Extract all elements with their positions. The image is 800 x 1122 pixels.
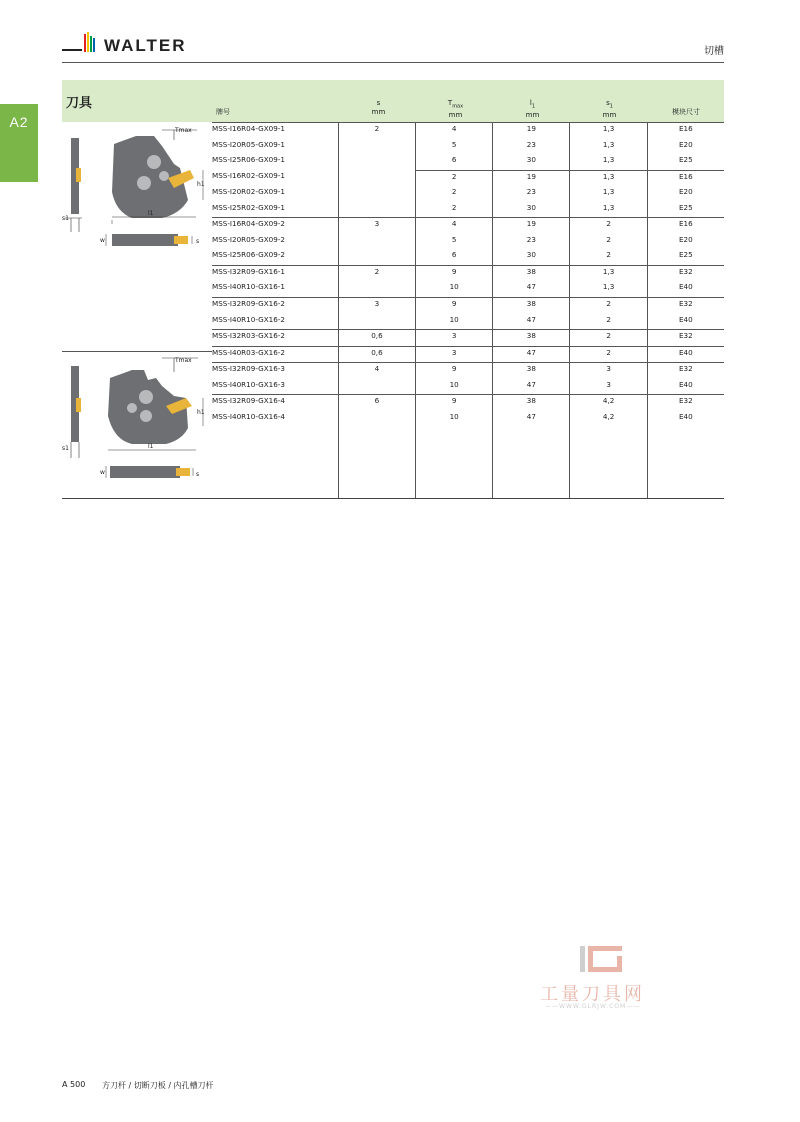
cell-code: MSS-I32R09-GX16-2 bbox=[212, 298, 338, 314]
cell-size: E32 bbox=[647, 330, 724, 347]
side-view-2 bbox=[71, 366, 81, 458]
cell-s1: 2 bbox=[570, 218, 647, 234]
top-view-2 bbox=[106, 466, 193, 478]
cell-code: MSS-I32R09-GX16-3 bbox=[212, 363, 338, 379]
cell-tmax: 2 bbox=[416, 202, 493, 218]
cell-s: 0,6 bbox=[338, 346, 415, 363]
col-header-l1-unit: mm bbox=[525, 111, 540, 120]
cell-tmax: 3 bbox=[416, 330, 493, 347]
cell-size: E40 bbox=[647, 346, 724, 363]
cell-tmax: 4 bbox=[416, 218, 493, 234]
cell-size: E16 bbox=[647, 123, 724, 139]
table-row bbox=[212, 395, 724, 411]
cell-code: MSS-I16R04-GX09-2 bbox=[212, 218, 338, 234]
cell-size: E32 bbox=[647, 395, 724, 411]
cell-tmax: 2 bbox=[416, 186, 493, 202]
cell-l1: 38 bbox=[493, 395, 570, 411]
cell-code: MSS-I16R02-GX09-1 bbox=[212, 171, 285, 181]
cell-l1: 19 bbox=[493, 123, 570, 139]
cell-size: E20 bbox=[647, 139, 724, 155]
cell-l1: 47 bbox=[493, 314, 570, 330]
cell-l1: 47 bbox=[493, 346, 570, 363]
cell-code: MSS-I16R04-GX09-1 bbox=[212, 123, 338, 139]
cell-s1: 2 bbox=[570, 234, 647, 250]
col-header-tmax-sub: max bbox=[452, 103, 464, 110]
cell-code: MSS-I25R02-GX09-1 bbox=[212, 202, 285, 212]
cell-size: E40 bbox=[647, 314, 724, 330]
cell-l1: 47 bbox=[493, 379, 570, 395]
cell-s1: 1,3 bbox=[570, 154, 647, 170]
cell-l1: 38 bbox=[493, 265, 570, 281]
cell-l1: 30 bbox=[493, 154, 570, 170]
footer-title: 方刀杆 / 切断刀板 / 内孔槽刀杆 bbox=[102, 1081, 214, 1090]
cell-s bbox=[338, 154, 415, 170]
cell-l1: 19 bbox=[493, 170, 570, 186]
cell-s: 3 bbox=[338, 218, 415, 234]
table-row bbox=[212, 218, 724, 234]
cell-size: E32 bbox=[647, 265, 724, 281]
product-table bbox=[212, 122, 724, 499]
filler-cell bbox=[493, 426, 570, 498]
col-header-size bbox=[648, 108, 724, 117]
cell-tmax: 4 bbox=[416, 123, 493, 139]
table-row bbox=[212, 186, 724, 202]
label-s-1: s bbox=[196, 238, 200, 245]
col-header-l1-label: l bbox=[529, 99, 532, 107]
cell-tmax: 9 bbox=[416, 265, 493, 281]
cell-tmax: 10 bbox=[416, 411, 493, 427]
cell-s bbox=[338, 234, 415, 250]
tool-drawing-1 bbox=[62, 122, 212, 350]
label-l1-2: l1 bbox=[148, 443, 154, 450]
cell-l1: 38 bbox=[493, 330, 570, 347]
cell-s1: 3 bbox=[570, 379, 647, 395]
cell-code: MSS-I40R10-GX16-2 bbox=[212, 314, 285, 324]
cell-tmax: 3 bbox=[416, 346, 493, 363]
watermark-url: ——WWW.GLRJW.COM—— bbox=[545, 1003, 641, 1010]
cell-s1: 1,3 bbox=[570, 186, 647, 202]
tool-drawing-2 bbox=[62, 352, 212, 498]
cell-s bbox=[338, 249, 415, 265]
header-topic: 切槽 bbox=[704, 46, 724, 57]
cell-l1: 19 bbox=[493, 218, 570, 234]
cell-s1: 2 bbox=[570, 298, 647, 314]
cell-code: MSS-I20R05-GX09-1 bbox=[212, 139, 285, 149]
cell-l1: 30 bbox=[493, 202, 570, 218]
table-row bbox=[212, 314, 724, 330]
cell-size: E25 bbox=[647, 202, 724, 218]
cell-l1: 38 bbox=[493, 298, 570, 314]
cell-s bbox=[338, 411, 415, 427]
cell-size: E20 bbox=[647, 234, 724, 250]
watermark-text: 工量刀具网 bbox=[540, 984, 645, 1005]
cell-tmax: 10 bbox=[416, 314, 493, 330]
cell-size: E32 bbox=[647, 298, 724, 314]
chapter-tab bbox=[0, 104, 38, 182]
filler-cell bbox=[647, 426, 724, 498]
table-row bbox=[212, 281, 724, 297]
cell-s1: 1,3 bbox=[570, 139, 647, 155]
col-header-l1-sub: 1 bbox=[531, 103, 536, 110]
filler-cell bbox=[570, 426, 647, 498]
cell-code: MSS-I40R10-GX16-1 bbox=[212, 282, 285, 292]
col-header-s-unit: mm bbox=[371, 108, 386, 116]
cell-s1: 1,3 bbox=[570, 170, 647, 186]
col-header-code bbox=[216, 108, 230, 117]
header-rule bbox=[62, 62, 724, 63]
cell-s1: 2 bbox=[570, 330, 647, 347]
cell-s1: 1,3 bbox=[570, 281, 647, 297]
col-header-code-label: 牌号 bbox=[216, 108, 230, 116]
cell-s1: 2 bbox=[570, 249, 647, 265]
label-s1-2: s1 bbox=[62, 445, 69, 452]
cell-s1: 1,3 bbox=[570, 202, 647, 218]
page-number: A 500 bbox=[62, 1080, 86, 1089]
label-h1-1: h1 bbox=[197, 181, 205, 188]
cell-s: 2 bbox=[338, 123, 415, 139]
table-row bbox=[212, 265, 724, 281]
label-w-2: w bbox=[100, 469, 105, 476]
table-row bbox=[212, 330, 724, 347]
table-row bbox=[212, 411, 724, 427]
cell-l1: 38 bbox=[493, 363, 570, 379]
table-bottom-rule bbox=[62, 498, 724, 499]
table-row bbox=[212, 202, 724, 218]
label-tmax-2: Tmax bbox=[175, 357, 192, 364]
cell-size: E20 bbox=[647, 186, 724, 202]
table-row bbox=[212, 249, 724, 265]
cell-code: MSS-I32R03-GX16-2 bbox=[212, 330, 338, 347]
cell-tmax: 10 bbox=[416, 281, 493, 297]
table-row bbox=[212, 170, 724, 186]
cell-tmax: 6 bbox=[416, 249, 493, 265]
cell-l1: 30 bbox=[493, 249, 570, 265]
label-s-2: s bbox=[196, 471, 200, 478]
label-l1-1: l1 bbox=[148, 210, 154, 217]
cell-s bbox=[338, 186, 415, 202]
cell-s1: 1,3 bbox=[570, 265, 647, 281]
cell-tmax: 6 bbox=[416, 154, 493, 170]
table-row bbox=[212, 234, 724, 250]
cell-size: E25 bbox=[647, 154, 724, 170]
col-header-s-label: s bbox=[376, 99, 381, 107]
cell-s1: 1,3 bbox=[570, 123, 647, 139]
table-row bbox=[212, 298, 724, 314]
label-w-1: w bbox=[100, 237, 105, 244]
chapter-tab-label: A2 bbox=[9, 114, 29, 130]
product-table-grid bbox=[212, 122, 724, 498]
col-header-s1-unit: mm bbox=[602, 111, 617, 120]
cell-code: MSS-I20R05-GX09-2 bbox=[212, 234, 285, 244]
col-header-l1 bbox=[494, 99, 571, 120]
cell-s1: 2 bbox=[570, 346, 647, 363]
table-row bbox=[212, 363, 724, 379]
front-view-2 bbox=[108, 358, 203, 450]
cell-s1: 2 bbox=[570, 314, 647, 330]
top-view-1 bbox=[106, 234, 192, 246]
cell-size: E16 bbox=[647, 218, 724, 234]
cell-code: MSS-I20R02-GX09-1 bbox=[212, 187, 285, 197]
col-header-s bbox=[340, 99, 417, 117]
watermark-url-text: WWW.GLRJW.COM bbox=[559, 1003, 627, 1010]
cell-size: E40 bbox=[647, 379, 724, 395]
cell-tmax: 9 bbox=[416, 395, 493, 411]
col-header-s1-sub: 1 bbox=[609, 103, 613, 110]
filler-cell bbox=[338, 426, 415, 498]
cell-size: E40 bbox=[647, 411, 724, 427]
cell-size: E40 bbox=[647, 281, 724, 297]
cell-s bbox=[338, 379, 415, 395]
cell-s1: 4,2 bbox=[570, 395, 647, 411]
cell-s bbox=[338, 314, 415, 330]
cell-code: MSS-I32R09-GX16-4 bbox=[212, 395, 338, 411]
table-row bbox=[212, 379, 724, 395]
cell-s: 6 bbox=[338, 395, 415, 411]
section-title: 刀具 bbox=[66, 96, 93, 111]
label-tmax-1: Tmax bbox=[175, 127, 192, 134]
cell-s bbox=[338, 170, 415, 186]
table-row bbox=[212, 154, 724, 170]
cell-size: E32 bbox=[647, 363, 724, 379]
table-filler-row bbox=[212, 426, 724, 498]
col-header-tmax-label: T bbox=[447, 99, 453, 107]
cell-s: 0,6 bbox=[338, 330, 415, 347]
brand-name: WALTER bbox=[104, 36, 187, 55]
cell-code: MSS-I40R03-GX16-2 bbox=[212, 346, 338, 363]
cell-s bbox=[338, 202, 415, 218]
cell-tmax: 9 bbox=[416, 363, 493, 379]
filler-cell bbox=[416, 426, 493, 498]
table-row bbox=[212, 139, 724, 155]
col-header-size-label: 模块尺寸 bbox=[672, 108, 700, 116]
label-s1: s1 bbox=[62, 215, 69, 222]
cell-size: E16 bbox=[647, 170, 724, 186]
front-view-1 bbox=[112, 130, 203, 224]
cell-tmax: 5 bbox=[416, 139, 493, 155]
cell-s: 2 bbox=[338, 265, 415, 281]
cell-l1: 23 bbox=[493, 186, 570, 202]
table-row bbox=[212, 123, 724, 139]
col-header-tmax bbox=[417, 99, 494, 120]
cell-s1: 3 bbox=[570, 363, 647, 379]
filler-cell bbox=[212, 426, 338, 498]
label-h1-2: h1 bbox=[197, 409, 205, 416]
cell-tmax: 2 bbox=[416, 170, 493, 186]
cell-code: MSS-I40R10-GX16-3 bbox=[212, 379, 285, 389]
cell-tmax: 10 bbox=[416, 379, 493, 395]
col-header-s1 bbox=[571, 99, 648, 120]
cell-l1: 47 bbox=[493, 411, 570, 427]
table-row bbox=[212, 346, 724, 363]
cell-s: 4 bbox=[338, 363, 415, 379]
cell-l1: 47 bbox=[493, 281, 570, 297]
cell-code: MSS-I25R06-GX09-1 bbox=[212, 155, 285, 165]
cell-l1: 23 bbox=[493, 234, 570, 250]
cell-l1: 23 bbox=[493, 139, 570, 155]
cell-s bbox=[338, 281, 415, 297]
cell-code: MSS-I32R09-GX16-1 bbox=[212, 265, 338, 281]
cell-tmax: 9 bbox=[416, 298, 493, 314]
cell-code: MSS-I40R10-GX16-4 bbox=[212, 411, 285, 421]
cell-s bbox=[338, 139, 415, 155]
cell-size: E25 bbox=[647, 249, 724, 265]
col-header-tmax-unit: mm bbox=[448, 111, 463, 120]
cell-s: 3 bbox=[338, 298, 415, 314]
cell-code: MSS-I25R06-GX09-2 bbox=[212, 250, 285, 260]
cell-tmax: 5 bbox=[416, 234, 493, 250]
col-header-s1-label: s bbox=[606, 99, 610, 107]
cell-s1: 4,2 bbox=[570, 411, 647, 427]
